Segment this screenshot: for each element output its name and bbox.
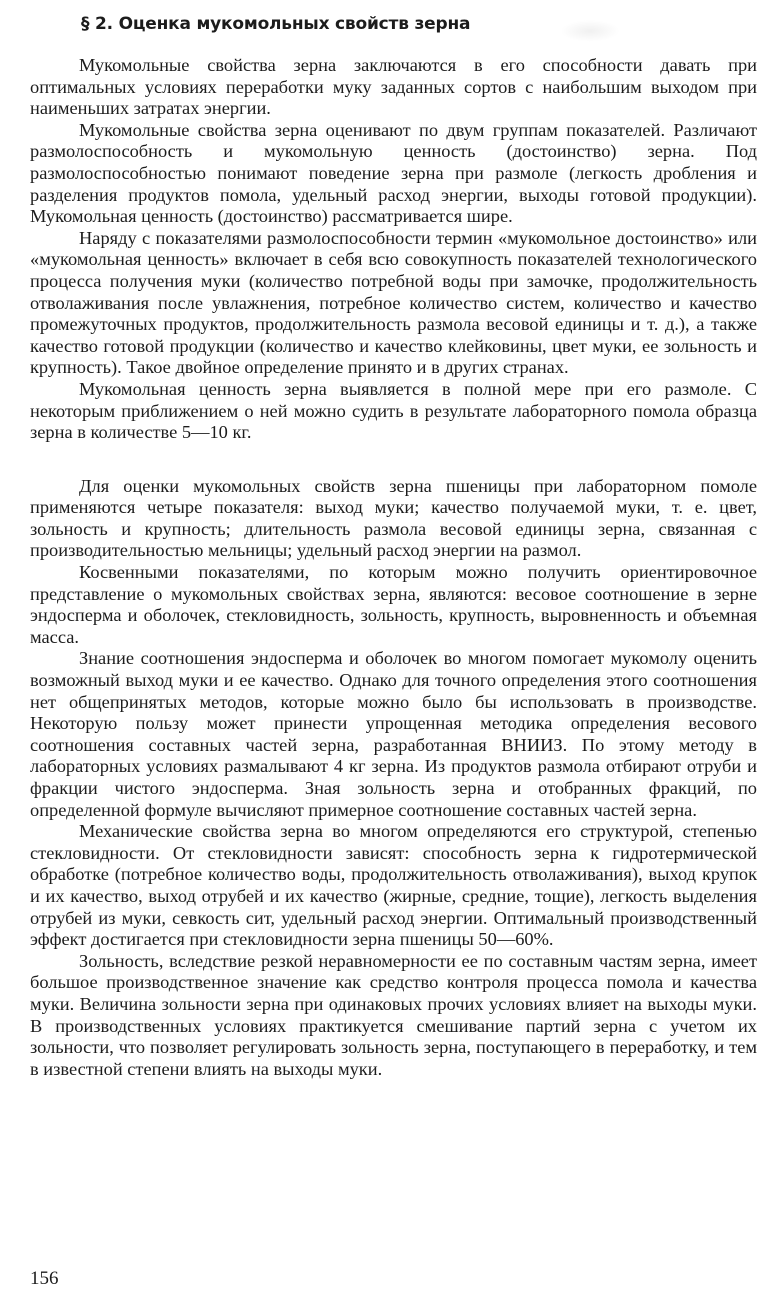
paragraph-8: Механические свойства зерна во многом определяются его структурой, степенью стекловидности. От стекловидности зависят: способность зерна к гидротермической обработке (потребное количество воды, продолжительность отволаживания), выход крупок и их качество, выход отрубей и их качество (жирные, средние, тощие), легкость выделения отрубей из муки, севкость сит, удельный расход энергии. Оптимальный производственный эффект достигается при стекловидности зерна пшеницы 50—60%. [30,821,757,950]
paragraph-6: Косвенными показателями, по которым можно получить ориентировочное представление о мукомольных свойствах зерна, являются: весовое соотношение в зерне эндосперма и оболочек, стекловидность, зольность, крупность, выровненность и объемная масса. [30,562,757,647]
paragraph-9: Зольность, вследствие резкой неравномерности ее по составным частям зерна, имеет большое производственное значение как средство контроля процесса помола и качества муки. Величина зольности зерна при одинаковых прочих условиях влияет на выходы муки. В производственных условиях практикуется смешивание партий зерна с учетом их зольности, что позволяет регулировать зольность зерна, поступающего в переработку, и тем в известной степени влиять на выходы муки. [30,950,757,1079]
document-page [30,14,757,1080]
paragraph-3: Наряду с показателями размолоспособности термин «мукомольное достоинство» или «мукомольная ценность» включает в себя всю совокупность показателей технологического процесса получения муки (количество потребной воды при замочке, продолжительность отволаживания после увлажнения, потребное количество систем, количество и качество промежуточных продуктов, продолжительность размола весовой единицы и т. д.), а также качество готовой продукции (количество и качество клейковины, цвет муки, ее зольность и крупность). Такое двойное определение принято и в других странах. [30,227,757,378]
section-gap [30,444,757,476]
paragraph-1: Мукомольные свойства зерна заключаются в его способности давать при оптимальных условиях переработки муку заданных сортов с наибольшим выходом при наименьших затратах энергии. [30,55,757,119]
paragraph-7: Знание соотношения эндосперма и оболочек во многом помогает мукомолу оценить возможный выход муки и ее качество. Однако для точного определения этого соотношения нет общепринятых методов, которые можно было бы использовать в производстве. Некоторую пользу может принести упрощенная методика определения весового соотношения составных частей зерна, разработанная ВНИИЗ. По этому методу в лабораторных условиях размалывают 4 кг зерна. Из продуктов размола отбирают отруби и фракции чистого эндосперма. Зная зольность зерна и отобранных фракций, по определенной формуле вычисляют примерное соотношение составных частей зерна. [30,648,757,820]
page-number: 156 [30,1268,59,1289]
paragraph-4: Мукомольная ценность зерна выявляется в полной мере при его размоле. С некоторым приближением о ней можно судить в результате лабораторного помола образца зерна в количестве 5—10 кг. [30,378,757,443]
section-heading: § 2. Оценка мукомольных свойств зерна [81,14,471,34]
paragraph-5: Для оценки мукомольных свойств зерна пшеницы при лабораторном помоле применяются четыре показателя: выход муки; качество получаемой муки, т. е. цвет, зольность и крупность; длительность размола весовой единицы зерна, связанная с производительностью мельницы; удельный расход энергии на размол. [30,475,757,561]
paragraph-2: Мукомольные свойства зерна оценивают по двум группам показателей. Различают размолоспособность и мукомольную ценность (достоинство) зерна. Под размолоспособностью понимают поведение зерна при размоле (легкость дробления и разделения продуктов помола, удельный расход энергии, выходы готовой продукции). Мукомольная ценность (достоинство) рассматривается шире. [30,119,757,227]
